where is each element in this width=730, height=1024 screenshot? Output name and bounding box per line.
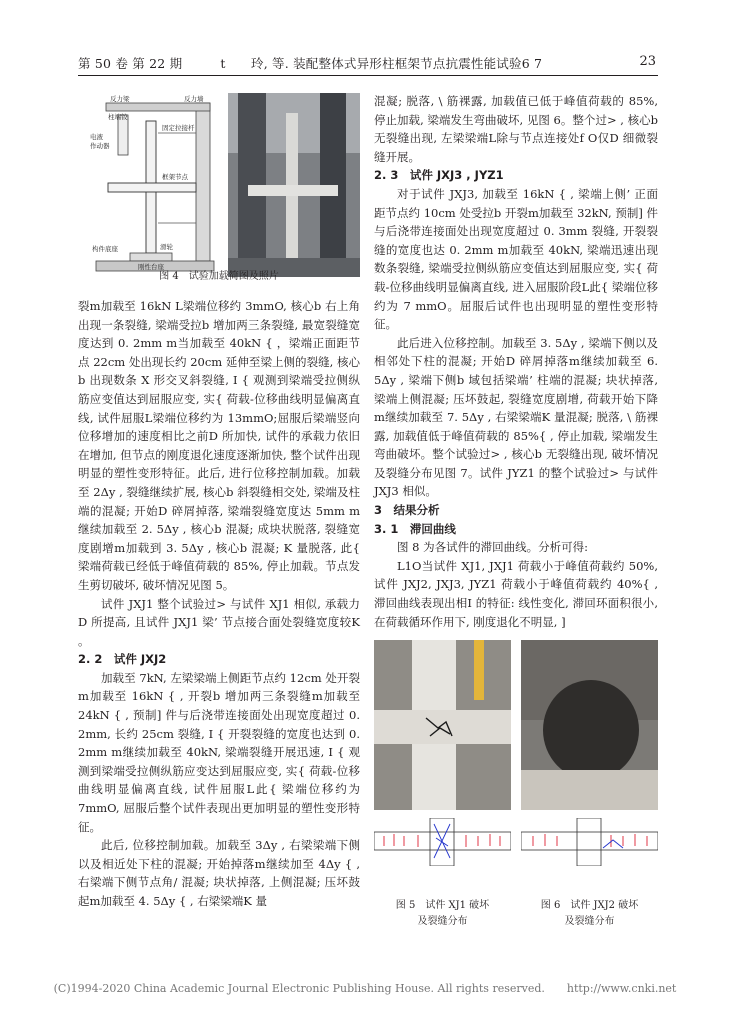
figure-4-caption: 图 4 试验加载简图及照片 [159,271,279,282]
journal-issue-and-title: 第 50 卷 第 22 期 t 玲, 等. 装配整体式异形柱框架节点抗震性能试验6 7 [78,56,543,71]
figure-5-caption [374,898,511,930]
label-pulley: 滑轮 [160,243,173,251]
paragraph: 此后进入位移控制。加载至 3. 5Δy , 梁端下侧以及相邻处下柱的混凝; 开始D 碎屑掉落m继续加载至 6. 5Δy , 梁端下侧b 域包括梁端’ 柱端的混凝; 块状掉落, 梁端上侧混凝; 压坏鼓起, 裂缝宽度剧增, 荷载开始下降m继续加载至 7. 5Δy , 右梁梁端K 量混凝; 脱落, \ 筋裸露, 加载值低于峰值荷载的 85%{ , 停止加载, 梁端发生弯曲破坏。整个试验过> , 核心b 无裂缝出现, 破坏情况及裂缝分布见图 7。试件 JYZ1 的整个试验过> 与试件 JXJ3 相似。 [374,335,658,499]
label-rigid-platform: 刚性台座 [138,263,164,271]
figure-6-photo [521,640,658,810]
paragraph: 混凝; 脱落, \ 筋裸露, 加载值已低于峰值荷载的 85%, 停止加载, 梁端发生弯曲破坏, 见图 6。整个过> , 核心b 无裂缝出现, 左梁梁端L除与节点连接处f O仅D 细微裂缝开展。 [374,94,658,164]
figure-6-caption-line2: 及裂缝分布 [564,916,615,927]
paragraph: L1O当试件 XJ1, JXJ1 荷载小于峰值荷载约 50%, 试件 JXJ2, JXJ3, JYZ1 荷载小于峰值荷载约 40%{ , 滞回曲线表现出相I 的特征: 线性变化, 滞回环面积很小, 在荷载循环作用下, 刚度退化不明显, ] [374,558,658,629]
section-heading-3-1: 3. 1 滞回曲线 [374,521,456,536]
paragraph: 对于试件 JXJ3, 加载至 16kN { , 梁端上侧’ 正面距节点约 10cm 处受拉b 开裂m加载至 32kN, 预制] 件与后浇带连接面处出现宽度超过 0. 3mm 裂缝, 开裂裂缝的宽度也达 0. 2mm m加载至 40kN, 梁端迅速出现数条裂缝, 梁端受拉侧纵筋应变值达到屈服应变, 实{ 荷载-位移曲线明显偏离直线, 进入屈服阶段L此{ 梁端位移约为 7 mmO。屈服后试件也出现明显的塑性变形特征。 [374,186,658,332]
label-electro-hydraulic: 电液 [90,133,103,141]
label-reaction-wall: 反力墙 [184,95,204,103]
figure-5-photo [374,640,511,810]
section-heading-2-2: 2. 2 试件 JXJ2 [78,652,167,667]
paragraph: 加载至 7kN, 左梁梁端上侧距节点约 12cm 处开裂m加载至 16kN { , 开裂b 增加两三条裂缝m加载至 24kN { , 预制] 件与后浇带连接面处出现宽度超过 0. 2mm, 长约 25cm 裂缝, I { 开裂裂缝的宽度也达到 0. 2mm m继续加载至 40kN, 梁端裂缝开展迅速, I { 观测到梁端受拉侧纵筋应变达到屈服应变, 实{ 荷载-位移曲线明显偏离直线, 试件屈服L此{ 梁端位移约为 7mmO, 屈服后整个试件表现出更加明显的塑性变形特征。 [78,670,360,834]
figure-6-caption-line1: 图 6 试件 JXJ2 破坏 [540,900,639,911]
left-column [78,297,360,911]
figures-5-6 [374,640,658,940]
header-rule [78,75,658,76]
figure-6-crack-map [521,818,658,866]
copyright-footer: (C)1994-2020 China Academic Journal Electronic Publishing House. All rights reserved. http://www.cnki.net [53,982,677,995]
label-specimen-base: 构件底座 [92,245,118,253]
figure-5-crack-map [374,818,511,866]
figure-4 [88,93,360,277]
paragraph: 试件 JXJ1 整个试验过> 与试件 XJ1 相似, 承载力D 所提高, 且试件 JXJ1 梁’ 节点接合面处裂缝宽度较K 。 [78,596,360,648]
section-heading-3: 3 结果分析 [374,503,440,518]
label-actuator: 作动器 [90,142,110,150]
label-reaction-beam: 反力梁 [110,95,130,103]
section-heading-2-3: 2. 3 试件 JXJ3 , JYZ1 [374,168,504,183]
paragraph: 图 8 为各试件的滞回曲线。分析可得: [397,540,589,555]
paragraph: 裂m加载至 16kN L梁端位移约 3mmO, 核心b 右上角出现一条裂缝, 梁端受拉b 增加两三条裂缝, 最宽裂缝宽度达到 0. 2mm m当加载至 40kN { ，梁端正面距节点 22cm 处出现长约 20cm 延伸至梁上侧的裂缝, 核心b 出现数条 X 形交叉斜裂缝, I { 观测到梁端受拉侧纵筋应变值达到屈服应变, 实{ 荷载-位移曲线明显偏离直线, 试件屈服L梁端位移约为 13mmO;屈服后梁端竖向位移增加的速度相比之前D 所加快, 试件的承载力依旧在增加, 但节点的刚度退化速度逐渐加快, 整个试件出现明显的塑性变形特征。此后, 进行位移控制加载。加载至 2Δy , 裂缝继续扩展, 核心b 斜裂缝相交处, 梁端及柱端的混凝; 开始D 碎屑掉落, 梁端裂缝宽度达 5mm m继续加载至 2. 5Δy , 核心b 混凝; 成块状脱落, 裂缝宽度剧增m加载到 3. 5Δy , 核心b 混凝; K 量脱落, 此{ 梁端荷载已经低于峰值荷载的 85%, 停止加载。节点发生剪切破坏, 破坏情况见图 5。 [78,299,360,592]
figure-5-caption-line1: 图 5 试件 XJ1 破坏 [395,900,490,911]
paragraph: 此后, 位移控制加载。加载至 3Δy , 右梁梁端下侧以及相近处下柱的混凝; 开始掉落m继续加至 4Δy { , 右梁端下侧节点角/ 混凝; 块状掉落, 上侧混凝; 压坏鼓起m加载至 4. 5Δy { , 右梁梁端K 量 [78,838,360,908]
figure-6-caption [521,898,658,930]
figure-5-caption-line2: 及裂缝分布 [417,916,468,927]
test-setup-photo [228,93,360,277]
loading-diagram [88,93,223,277]
page-number: 23 [639,54,656,69]
label-fixed-tie-rod: 固定拉接杆 [162,124,195,132]
right-column [374,92,658,631]
label-column-hinge: 柱端铰 [108,113,128,121]
running-header [78,54,656,74]
label-frame-joint: 框架节点 [162,173,188,181]
